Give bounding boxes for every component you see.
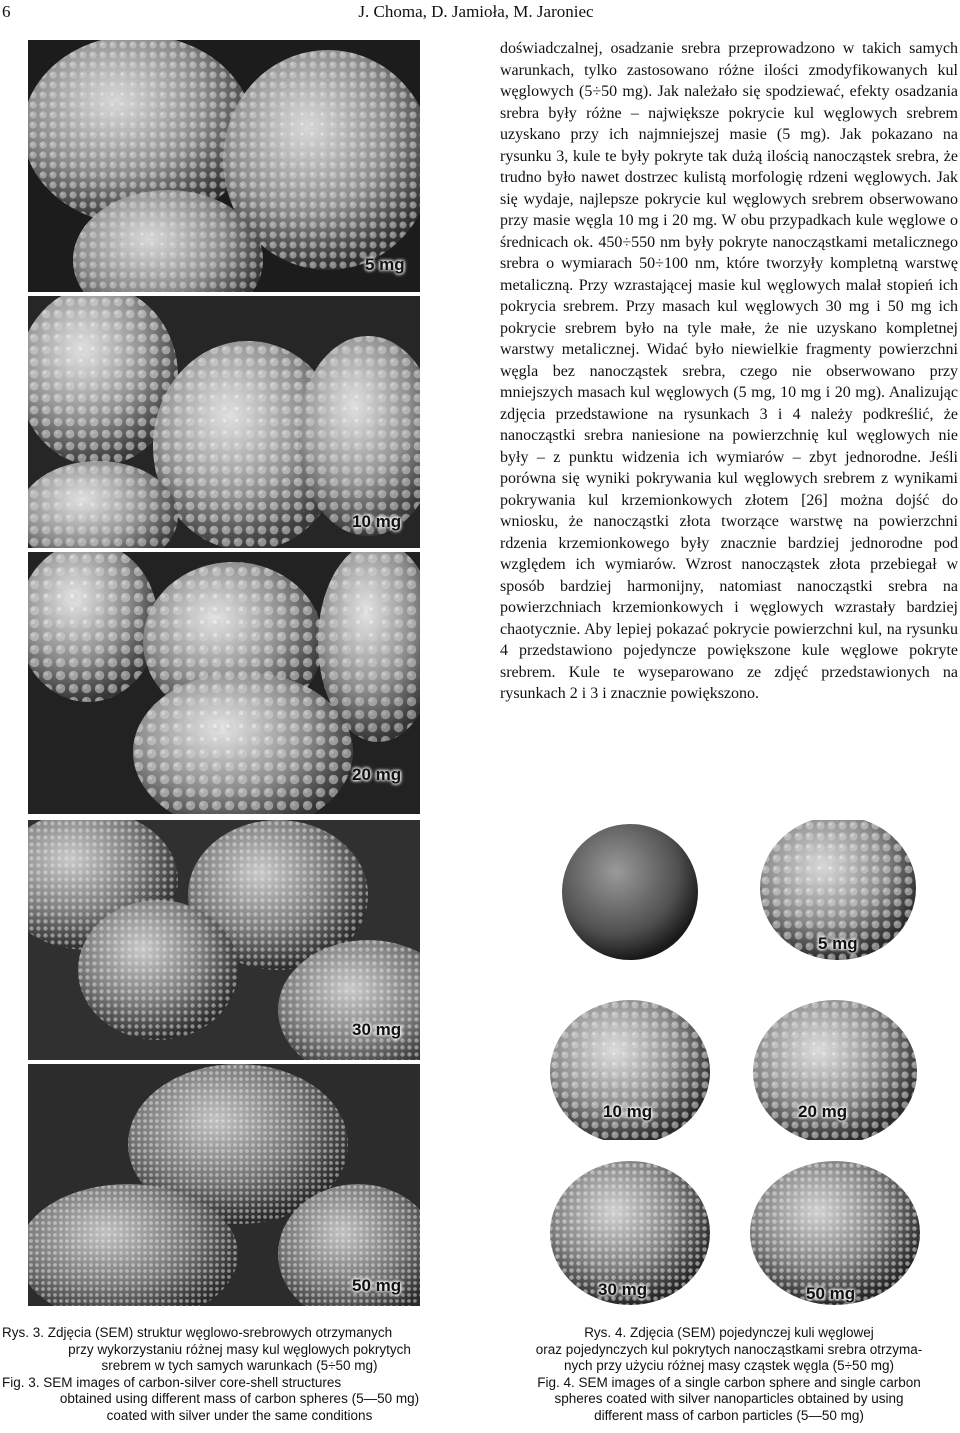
sem-image [28,296,420,548]
fig3-label-5mg: 5 mg [365,255,405,274]
fig4-label-5mg: 5 mg [818,934,858,953]
body-text-paragraph: doświadczalnej, osadzanie srebra przeprowadzono w takich samych warunkach, tylko zastosowano różne ilości zmodyfikowanych kul węglowych (5÷50 mg). Jak należało się spodziewać, efekty osadzania srebra były różne – największe pokrycie kul węglowych srebrem uzyskano przy ich najmniejszej masie (5 mg). Jak pokazano na rysunku 3, kule te były pokryte tak dużą ilością nanocząstek srebra, że trudno było nawet dostrzec kulistą morfologię rdzeni węglowych. Jak się wydaje, najlepsze pokrycie kul węglowych srebrem obserwowano przy masie węgla 10 mg i 20 mg. W obu przypadkach kule węglowe o średnicach ok. 450÷550 nm były pokryte nanocząstkami metalicznego srebra o wymiarach 50÷100 nm, które tworzyły kompletną warstwę metaliczną. Przy wzrastającej masie kul węglowych malał stopień ich pokrycia srebrem. Przy masach kul węglowych 30 mg i 50 mg ich pokrycie srebrem było na tyle małe, że nie uzyskano kompletnej warstwy metalicznej. Widać było niewielkie fragmenty powierzchni węgla bez nanocząstek srebra, czego nie obserwowano przy mniejszych masach kul węglowych (5 mg, 10 mg i 20 mg). Analizując zdjęcia przedstawione na rysunkach 3 i 4 należy podkreślić, że nanocząstki srebra naniesione na powierzchnię kul węglowych nie były – z punktu widzenia ich wymiarów – zbyt jednorodne. Jeśli porówna się wyniki pokrywania kul węglowych srebrem z wynikami pokrywania kul krzemionkowych złotem [26] można dojść do wniosku, że nanocząstki złota tworzące warstwę na powierzchni rdzenia krzemionkowego były znacznie bardziej jednorodne pod względem ich wymiarów. Wzrost nanocząstek złota przebiegał w sposób bardziej harmonijny, natomiast nanocząstki srebra na powierzchniach krzemionkowych i węglowych wzrastały bardziej chaotycznie. Aby lepiej pokazać pokrycie powierzchni kul, na rysunku 4 przedstawiono pojedyncze powiększone kule węglowe pokryte srebrem. Kule te wyseparowano ze zdjęć przedstawionych na rysunkach 2 i 3 i znacznie powiększono. [500,40,958,702]
fig3-caption [2,1325,477,1424]
fig4-caption [500,1325,958,1424]
fig4-label-50mg: 50 mg [806,1284,856,1303]
fig3-label-10mg: 10 mg [352,512,402,531]
sem-sphere-images [540,820,960,960]
fig3-panel-50mg [28,1064,420,1306]
sem-image [28,1064,420,1306]
fig3-caption-en-line1: Fig. 3. SEM images of carbon-silver core-shell structures [2,1374,342,1390]
fig4-label-20mg: 20 mg [798,1102,848,1121]
fig4-caption-pl-line1: Rys. 4. Zdjęcia (SEM) pojedynczej kuli węglowej [584,1325,874,1340]
fig3-caption-pl-line3: srebrem w tych samych warunkach (5÷50 mg) [101,1358,378,1373]
fig4-panel-5mg-pair [540,820,960,960]
fig3-caption-en-line2: obtained using different mass of carbon spheres (5—50 mg) [59,1391,420,1406]
fig4-caption-en-line3: different mass of carbon particles (5—50 mg) [594,1407,864,1423]
fig3-label-50mg: 50 mg [352,1276,402,1295]
fig4-caption-en-line2: spheres coated with silver nanoparticles obtained by using [554,1391,904,1406]
sem-image [28,40,420,292]
fig4-caption-en-line1: Fig. 4. SEM images of a single carbon sphere and single carbon [537,1374,921,1390]
fig4-caption-pl-line2: oraz pojedynczych kul pokrytych nanocząstkami srebra otrzyma- [535,1341,923,1357]
fig3-label-20mg: 20 mg [352,765,402,784]
page-number: 6 [2,2,11,21]
fig3-caption-en-line3: coated with silver under the same conditions [106,1407,373,1423]
fig3-caption-pl-line1: Rys. 3. Zdjęcia (SEM) struktur węglowo-srebrowych otrzymanych [2,1325,393,1340]
fig3-caption-pl-line2: przy wykorzystaniu różnej masy kul węglowych pokrytych [68,1341,411,1357]
fig3-panel-5mg [28,40,420,292]
running-head-authors: J. Choma, D. Jamioła, M. Jaroniec [358,2,594,21]
fig4-label-30mg: 30 mg [598,1280,648,1299]
page-header [2,2,950,26]
fig3-panel-10mg [28,296,420,548]
fig3-label-30mg: 30 mg [352,1020,402,1039]
fig4-label-10mg: 10 mg [603,1102,653,1121]
fig4-caption-pl-line3: nych przy użyciu różnej masy cząstek węgla (5÷50 mg) [563,1358,895,1373]
